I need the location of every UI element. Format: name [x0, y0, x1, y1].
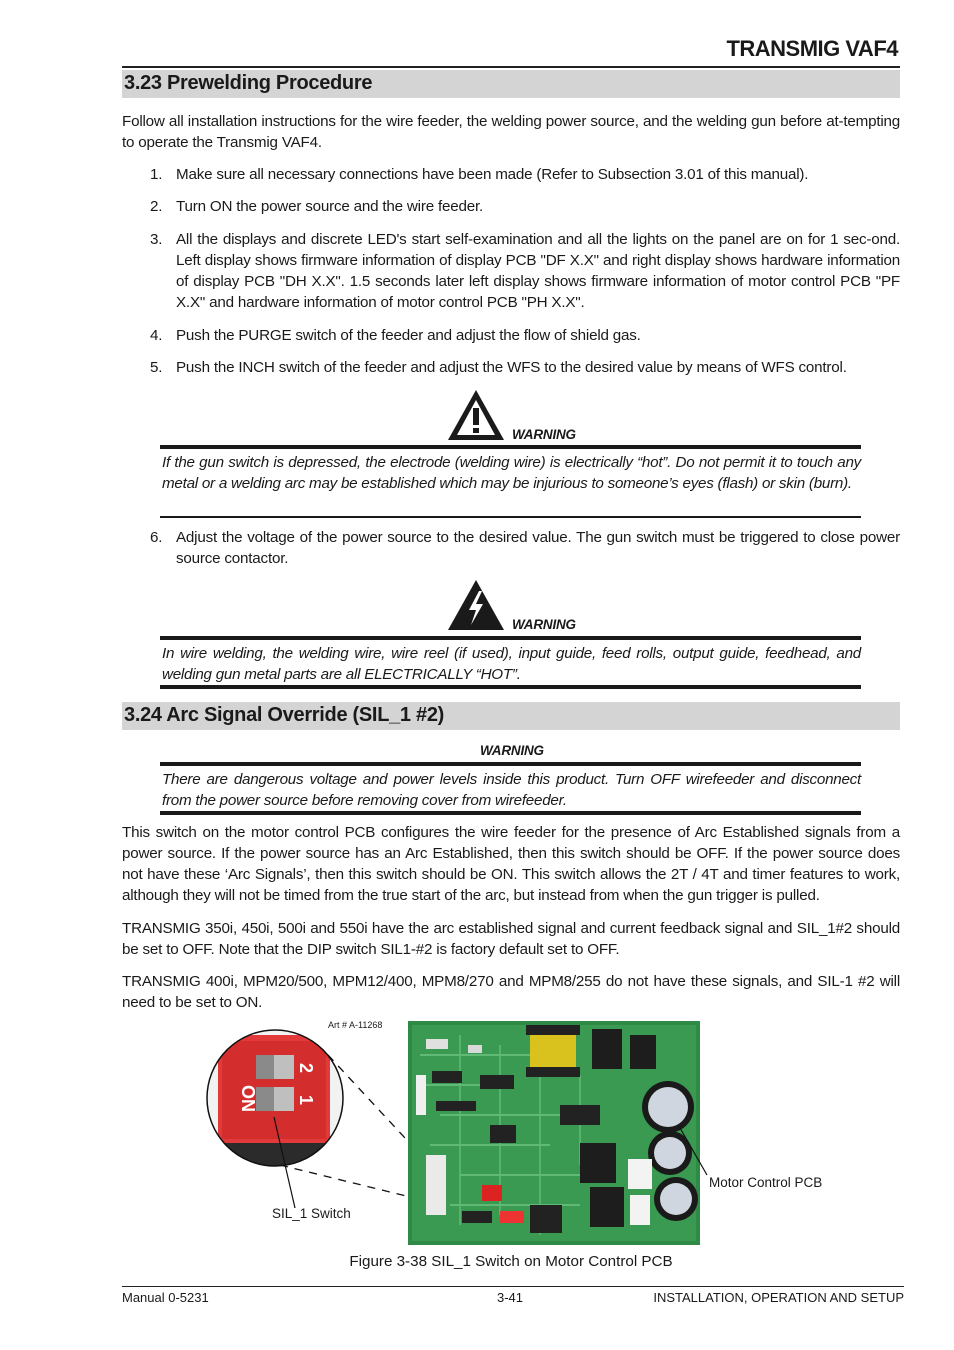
- step-number: 2.: [150, 198, 163, 215]
- step-text: Make sure all necessary connections have been made (Refer to Subsection 3.01 of this manual).: [176, 166, 809, 183]
- art-number: Art # A-11268: [328, 1020, 383, 1030]
- figure-caption: Figure 3-38 SIL_1 Switch on Motor Control PCB: [349, 1253, 673, 1270]
- section-323-heading: 3.23 Prewelding Procedure: [124, 72, 373, 94]
- step-text: Push the PURGE switch of the feeder and adjust the flow of shield gas.: [176, 327, 641, 344]
- step-2: [150, 196, 900, 217]
- warning-2-bottom-rule: [160, 685, 861, 689]
- warning-3-bottom-rule: [160, 811, 861, 815]
- warning-1-top-rule: [160, 445, 861, 449]
- section-324-heading-bar: [122, 702, 900, 730]
- footer-rule: [122, 1286, 904, 1287]
- section-323-heading-bar: [122, 70, 900, 98]
- motor-control-pcb-photo: [408, 1021, 700, 1245]
- step-4: [150, 325, 900, 346]
- footer-manual-number: Manual 0-5231: [122, 1290, 209, 1305]
- warning-2-label: WARNING: [512, 617, 576, 632]
- step-number: 1.: [150, 166, 163, 183]
- step-text: Turn ON the power source and the wire feeder.: [176, 198, 484, 215]
- electrical-hazard-icon: [446, 578, 506, 632]
- dip-on-label: ON: [238, 1085, 258, 1112]
- section-323-intro: Follow all installation instructions for the wire feeder, the welding power source, and the welding gun before at-tempting to operate the Transmig VAF4.: [122, 113, 900, 151]
- sil-1-switch-label: SIL_1 Switch: [272, 1206, 351, 1221]
- step-number: 6.: [150, 529, 163, 546]
- step-5: [150, 357, 900, 378]
- step-text: Push the INCH switch of the feeder and adjust the WFS to the desired value by means of WFS control.: [176, 359, 847, 376]
- step-text: All the displays and discrete LED's start self-examination and all the lights on the panel are on for 1 sec-ond. Left display shows firmware information of display PCB "DF X.X" and right display shows hardware information of display PCB "DH X.X". 1.5 seconds later left display shows firmware information of motor control PCB "PF X.X" and hardware information of motor control PCB "PH X.X".: [176, 231, 900, 311]
- warning-3-text: There are dangerous voltage and power levels inside this product. Turn OFF wirefeeder and disconnect from the power source before removing cover from wirefeeder.: [162, 771, 861, 809]
- motor-control-pcb-label: Motor Control PCB: [709, 1175, 823, 1190]
- dip-number-2: 2: [296, 1063, 316, 1074]
- step-number: 3.: [150, 231, 163, 248]
- section-324-paragraph-2: TRANSMIG 350i, 450i, 500i and 550i have the arc established signal and current feedback signal and SIL_1#2 should be set to OFF. Note that the DIP switch SIL1-#2 is factory default set to OFF.: [122, 920, 900, 958]
- warning-3-top-rule: [160, 762, 861, 766]
- section-324-paragraph-3: TRANSMIG 400i, MPM20/500, MPM12/400, MPM8/270 and MPM8/255 do not have these signals, and SIL-1 #2 will need to be set to ON.: [122, 973, 900, 1011]
- step-text: Adjust the voltage of the power source to the desired value. The gun switch must be triggered to close power source contactor.: [176, 529, 900, 567]
- dip-number-1: 1: [296, 1095, 316, 1106]
- step-3: [150, 229, 900, 313]
- dip-switch-closeup: [200, 1015, 360, 1185]
- section-324-paragraph-1: This switch on the motor control PCB configures the wire feeder for the presence of Arc Established signals from a power source. If the power source has an Arc Established, then this switch should be OFF. If the power source does not have these ‘Arc Signals’, then this switch should be ON. This switch allows the 2T / 4T and timer features to work, although they will not be timed from the true start of the arc, but instead from when the gun trigger is pulled.: [122, 824, 900, 904]
- document-header-title: TRANSMIG VAF4: [726, 36, 898, 61]
- section-324-heading: 3.24 Arc Signal Override (SIL_1 #2): [124, 704, 445, 726]
- header-rule: [122, 66, 900, 68]
- warning-1-bottom-rule: [160, 516, 861, 518]
- warning-exclamation-icon: [446, 388, 506, 442]
- footer-section-title: INSTALLATION, OPERATION AND SETUP: [653, 1290, 904, 1305]
- step-number: 5.: [150, 359, 163, 376]
- step-1: [150, 164, 900, 185]
- warning-3-label: WARNING: [480, 743, 544, 758]
- warning-2-top-rule: [160, 636, 861, 640]
- step-6: [150, 527, 900, 569]
- footer-page-number: 3-41: [497, 1290, 524, 1305]
- warning-1-text: If the gun switch is depressed, the electrode (welding wire) is electrically “hot”. Do not permit it to touch any metal or a welding arc may be established which may be injurious to someone’s eyes (flash) or skin (burn).: [162, 454, 861, 492]
- warning-1-label: WARNING: [512, 427, 576, 442]
- warning-2-text: In wire welding, the welding wire, wire reel (if used), input guide, feed rolls, output guide, feedhead, and welding gun metal parts are all ELECTRICALLY “HOT”.: [162, 645, 861, 683]
- step-number: 4.: [150, 327, 163, 344]
